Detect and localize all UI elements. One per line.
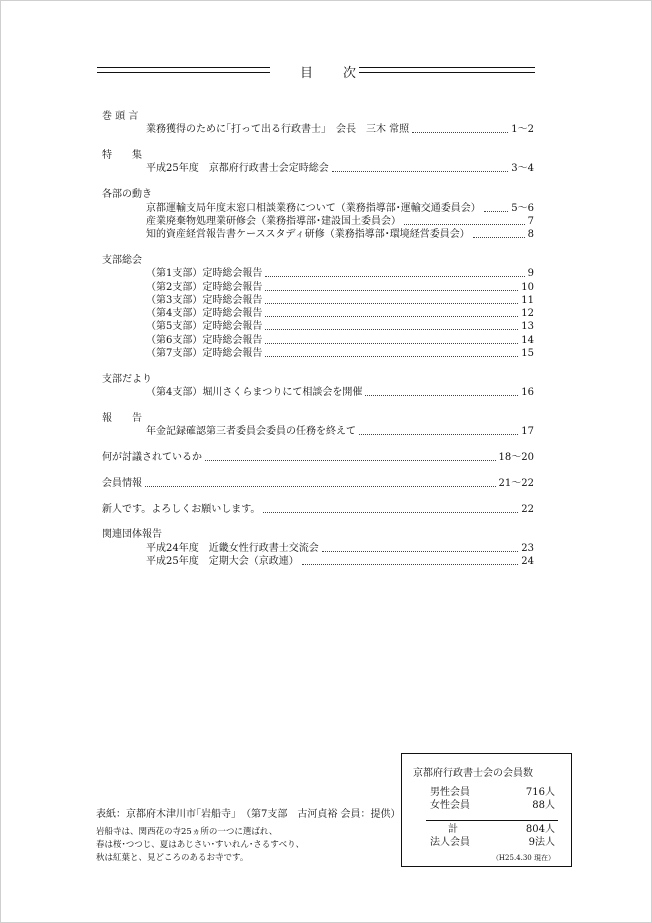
cover-caption: 表紙：京都府木津川市｢岩船寺｣ （第7支部 古河貞裕 会員：提供）	[96, 809, 401, 820]
member-value: 88人	[532, 800, 555, 811]
toc-entry	[146, 228, 534, 241]
toc-entry-title: 新人です。よろしくお願いします。	[102, 503, 261, 515]
toc-entry-page: 16	[521, 387, 534, 399]
toc-entry	[146, 123, 534, 136]
toc-entry-page: 14	[521, 334, 534, 346]
toc-entry-page: 18～20	[498, 452, 534, 463]
dot-leader	[365, 395, 518, 396]
member-count-date-note: （H25.4.30 現在）	[491, 854, 555, 862]
toc-section-title: 支部だより	[102, 373, 152, 385]
dot-leader	[265, 276, 524, 277]
member-label: 計	[448, 824, 458, 835]
member-total-rule	[426, 820, 558, 821]
member-label: 法人会員	[430, 837, 470, 848]
member-value: 9法人	[528, 837, 555, 848]
toc-entry-page: 8	[527, 229, 534, 241]
dot-leader	[145, 486, 496, 487]
toc-entry	[146, 281, 534, 294]
member-label: 男性会員	[430, 787, 470, 798]
dot-leader	[265, 303, 518, 304]
dot-leader	[359, 434, 518, 435]
cover-note	[96, 808, 401, 865]
toc-entry-title: 知的資産経営報告書ケーススタディ研修（業務指導部･環境経営委員会）	[146, 229, 470, 241]
toc-entry	[146, 202, 534, 215]
dot-leader	[322, 551, 519, 552]
dot-leader	[302, 564, 519, 565]
toc-entry-page: 3～4	[511, 163, 534, 175]
dot-leader	[205, 460, 496, 461]
toc-entry-page: 22	[521, 503, 534, 515]
toc-entry-page: 23	[521, 542, 534, 554]
toc-entry	[146, 267, 534, 280]
toc-entry-title: 平成25年度 定期大会（京政連）	[146, 556, 299, 567]
toc-entry-page: 13	[521, 321, 534, 333]
toc-entry-title: （第4支部）堀川さくらまつりにて相談会を開催	[146, 387, 363, 399]
toc-entry-title: 何が討議されているか	[102, 452, 202, 463]
toc-entry-title: 平成25年度 京都府行政書士会定時総会	[146, 163, 329, 175]
dot-leader	[404, 224, 525, 225]
dot-leader	[473, 237, 525, 238]
toc-section-title: 巻 頭 言	[102, 111, 139, 122]
toc-section-title: 特 集	[102, 150, 142, 162]
toc-entry-title: （第3支部）定時総会報告	[146, 294, 263, 306]
member-count-title: 京都府行政書士会の会員数	[413, 768, 533, 779]
toc-entry-title: （第5支部）定時総会報告	[146, 321, 263, 333]
dot-leader	[265, 329, 518, 330]
toc-entry-page: 7	[527, 215, 534, 227]
toc-entry-page: 24	[521, 556, 534, 567]
cover-description-line: 春は桜･つつじ、夏はあじさい･すいれん･さるすべり、	[96, 840, 305, 850]
toc-section-title: 支部総会	[102, 254, 142, 266]
member-row-corporate	[430, 836, 555, 849]
dot-leader	[484, 211, 508, 212]
toc-entry-title: （第7支部）定時総会報告	[146, 348, 263, 359]
toc-entry	[146, 162, 534, 175]
toc-entry-title: 会員情報	[102, 477, 142, 489]
member-value: 804人	[525, 824, 555, 835]
toc-entry-page: 11	[521, 294, 534, 306]
dot-leader	[265, 343, 518, 344]
toc-entry-page: 15	[521, 348, 534, 359]
toc-entry	[146, 294, 534, 307]
member-row-female	[430, 799, 555, 812]
dot-leader	[263, 512, 518, 513]
heading-rule-left	[97, 67, 270, 73]
member-row-total	[430, 823, 555, 836]
dot-leader	[332, 171, 509, 172]
toc-entry-title: （第1支部）定時総会報告	[146, 268, 263, 280]
toc-entry	[146, 320, 534, 333]
toc-heading-text: 目次	[300, 66, 387, 81]
toc-entry-page: 17	[521, 426, 534, 438]
toc-entry-title: 業務獲得のために｢打って出る行政書士｣ 会長 三木 常照	[146, 124, 410, 136]
dot-leader	[265, 290, 518, 291]
toc-entry-page: 9	[527, 268, 534, 280]
toc-entry-page: 21～22	[498, 477, 534, 489]
toc-entry	[146, 307, 534, 320]
member-count-box	[401, 753, 572, 867]
toc-section-title: 各部の動き	[102, 189, 152, 201]
toc-entry	[146, 542, 534, 555]
toc-entry-page: 12	[521, 308, 534, 320]
heading-rule-right	[359, 67, 535, 73]
cover-description-line: 秋は紅葉と、見どころのあるお寺です。	[96, 853, 249, 863]
member-value: 716人	[525, 787, 555, 798]
member-label: 女性会員	[430, 800, 470, 811]
toc-entry-page: 10	[521, 281, 534, 293]
member-row-male	[430, 786, 555, 799]
toc-entry-page: 5～6	[511, 202, 534, 214]
dot-leader	[265, 316, 518, 317]
toc-entry	[146, 555, 534, 568]
toc-entry	[102, 503, 534, 516]
toc-entry	[146, 334, 534, 347]
toc-entry-title: 産業廃棄物処理業研修会（業務指導部･建設国土委員会）	[146, 215, 401, 227]
toc-entry-title: （第2支部）定時総会報告	[146, 281, 263, 293]
toc-entry-page: 1～2	[511, 124, 534, 136]
toc-entry	[146, 386, 534, 399]
toc-entry-title: 年金記録確認第三者委員会委員の任務を終えて	[146, 426, 356, 438]
cover-description-line: 岩船寺は、関西花の寺25ヵ所の一つに選ばれ、	[96, 827, 278, 837]
dot-leader	[412, 132, 508, 133]
toc-section-title: 報 告	[102, 412, 142, 424]
toc-entry	[102, 451, 534, 464]
toc-entry	[146, 425, 534, 438]
toc-entry-title: 平成24年度 近畿女性行政書士交流会	[146, 542, 319, 554]
toc-heading	[97, 62, 535, 82]
toc-section-title: 関連団体報告	[102, 529, 162, 541]
toc-entry-title: （第4支部）定時総会報告	[146, 308, 263, 320]
toc-entry	[146, 215, 534, 228]
toc-entry-title: （第6支部）定時総会報告	[146, 334, 263, 346]
toc-entry	[102, 477, 534, 490]
toc-entry-title: 京都運輸支局年度末窓口相談業務について（業務指導部･運輸交通委員会）	[146, 202, 481, 214]
toc-entry	[146, 347, 534, 360]
dot-leader	[265, 356, 518, 357]
